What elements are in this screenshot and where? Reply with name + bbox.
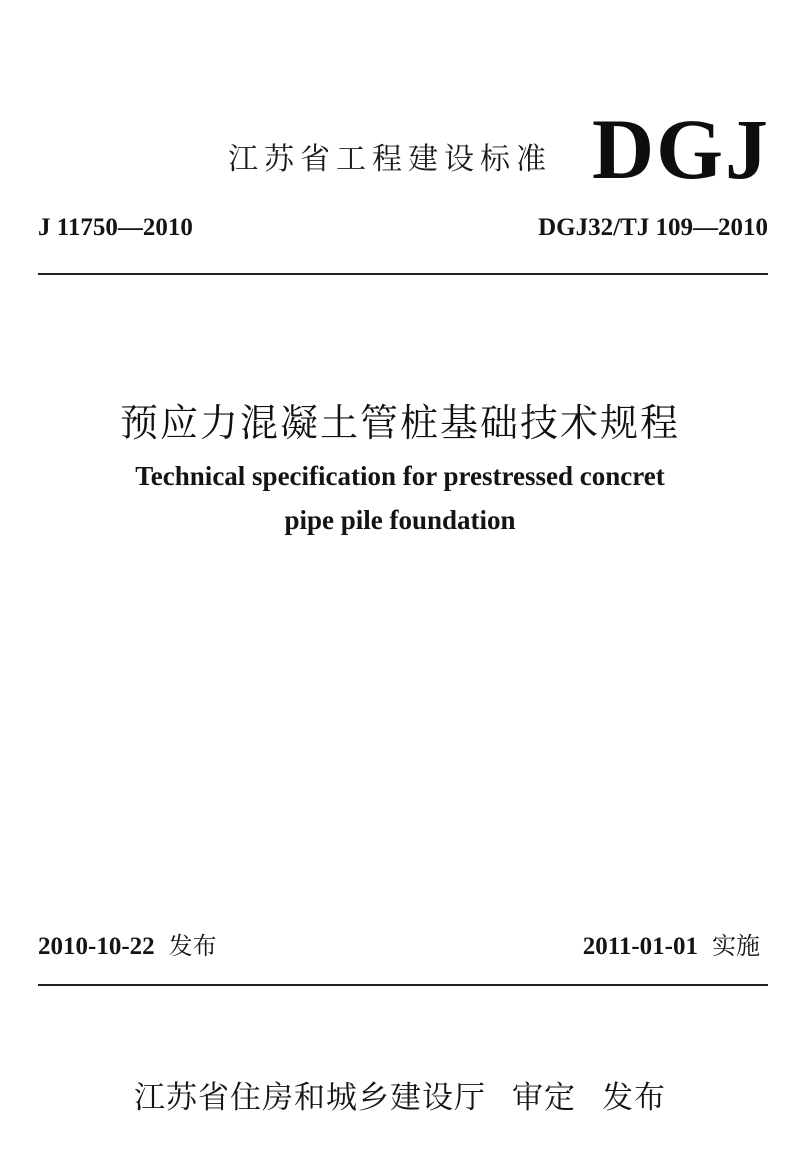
standard-number: DGJ32/TJ 109—2010 — [538, 214, 768, 241]
standard-code-row — [38, 214, 768, 248]
issue-label: 发布 — [168, 932, 217, 960]
publish-label: 发布 — [602, 1080, 666, 1116]
effective-label: 实施 — [712, 932, 760, 960]
document-title-chinese: 预应力混凝土管桩基础技术规程 — [119, 401, 680, 445]
english-title-line-2: pipe pile foundation — [284, 505, 516, 535]
effective-date: 2011-01-01 — [582, 933, 698, 960]
document-title-english — [0, 454, 800, 542]
bottom-divider — [38, 984, 768, 986]
filing-number: J 11750—2010 — [38, 214, 193, 241]
publishing-authority: 江苏省住房和城乡建设厅 — [134, 1080, 486, 1116]
standard-type-label: 江苏省工程建设标准 — [228, 142, 552, 177]
effective-date-block — [583, 926, 760, 961]
dgj-logo-mark: DGJ — [592, 101, 770, 197]
issue-date: 2010-10-22 — [38, 933, 155, 960]
date-row — [38, 926, 760, 962]
issue-date-block — [38, 926, 217, 961]
top-divider — [38, 273, 768, 275]
english-title-line-1: Technical specification for prestressed concret — [135, 461, 665, 491]
approve-label: 审定 — [512, 1080, 576, 1116]
cover-header — [0, 101, 800, 197]
publisher-line — [0, 1072, 800, 1117]
